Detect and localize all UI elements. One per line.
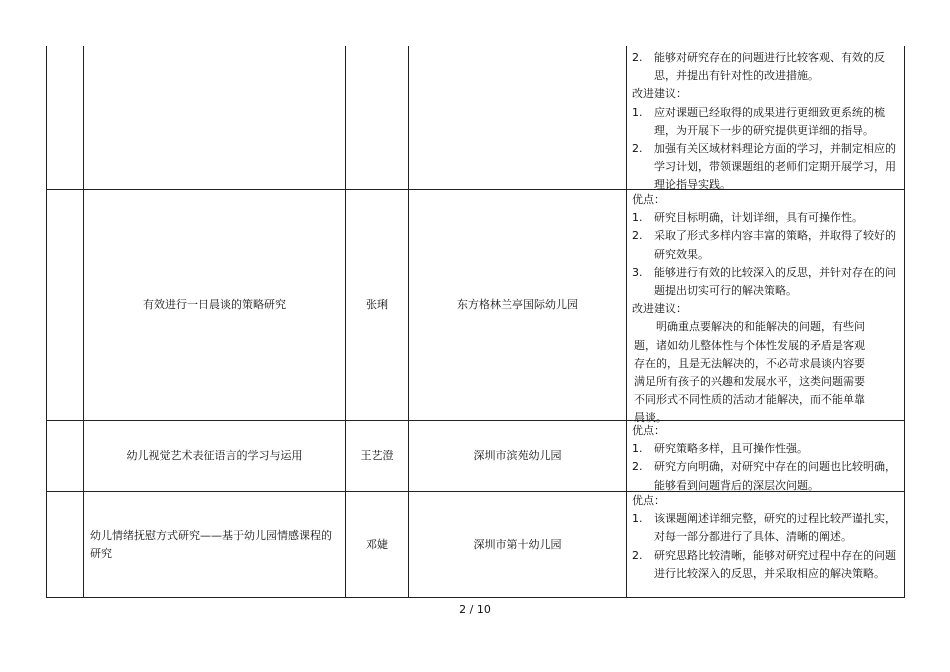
list-item xyxy=(632,440,898,458)
page-number: 2 / 10 xyxy=(459,603,491,616)
item-number: 1. xyxy=(632,211,643,225)
table-col-divider xyxy=(626,46,627,598)
list-item xyxy=(632,209,898,227)
list-item xyxy=(632,140,898,195)
section-header: 优点： xyxy=(632,424,665,437)
evaluation-cell xyxy=(632,422,898,495)
item-text: 研究目标明确，计划详细，具有可操作性。 xyxy=(654,211,863,225)
section-header: 优点： xyxy=(632,494,665,507)
list-item xyxy=(632,510,898,546)
item-text: 应对课题已经取得的成果进行更细致更系统的梳理，为开展下一步的研究提供更详细的指导。 xyxy=(654,105,885,137)
item-text: 研究方向明确，对研究中存在的问题也比较明确，能够看到问题背后的深层次问题。 xyxy=(654,460,896,492)
list-item xyxy=(632,264,898,300)
item-number: 2. xyxy=(632,229,643,243)
item-number: 1. xyxy=(632,105,643,119)
researcher-name: 王艺澄 xyxy=(360,449,394,462)
organization-name: 深圳市第十幼儿园 xyxy=(473,537,562,551)
item-text: 该课题阐述详细完整，研究的过程比较严谨扎实，对每一部分都进行了具体、清晰的阐述。 xyxy=(654,512,896,544)
table-border-left xyxy=(46,46,47,598)
item-number: 2. xyxy=(632,51,643,64)
list-item xyxy=(632,104,898,140)
item-text: 加强有关区域材料理论方面的学习，并制定相应的学习计划，带领课题组的老师们定期开展学习，用理论指导实践。 xyxy=(654,142,896,192)
item-text: 研究策略多样，且可操作性强。 xyxy=(654,442,808,456)
item-number: 3. xyxy=(632,265,643,279)
researcher-name: 邓婕 xyxy=(366,537,388,551)
table-border-right xyxy=(904,46,905,598)
section-header: 改进建议： xyxy=(632,302,687,316)
project-title: 有效进行一日晨谈的策略研究 xyxy=(143,298,286,311)
organization-name: 深圳市滨苑幼儿园 xyxy=(473,449,562,462)
item-number: 1. xyxy=(632,442,643,456)
list-item xyxy=(632,49,898,85)
item-text: 能够对研究存在的问题进行比较客观、有效的反思，并提出有针对性的改进措施。 xyxy=(654,51,885,83)
list-item xyxy=(632,458,898,494)
section-header: 优点： xyxy=(632,193,665,206)
table-border-bottom xyxy=(46,597,905,598)
item-number: 2. xyxy=(632,142,643,156)
item-number: 2. xyxy=(632,548,643,562)
section-header: 改进建议： xyxy=(632,87,687,101)
researcher-name: 张琍 xyxy=(366,298,388,311)
project-title: 幼儿情绪抚慰方式研究——基于幼儿园情感课程的研究 xyxy=(90,528,332,560)
item-text: 研究思路比较清晰，能够对研究过程中存在的问题进行比较深入的反思，并采取相应的解决策略。 xyxy=(654,548,896,580)
list-item xyxy=(632,227,898,263)
organization-name: 东方格林兰亭国际幼儿园 xyxy=(457,298,578,311)
item-number: 2. xyxy=(632,460,643,474)
list-item xyxy=(632,547,898,583)
evaluation-cell xyxy=(632,49,898,195)
item-text: 采取了形式多样内容丰富的策略，并取得了较好的研究效果。 xyxy=(654,229,896,261)
evaluation-cell xyxy=(632,492,898,583)
paragraph-text: 明确重点要解决的和能解决的问题，有些问题，诸如幼儿整体性与个体性发展的矛盾是客观存在的，且是无法解决的，不必苛求晨谈内容要满足所有孩子的兴趣和发展水平，这类问题需要不同形式不同性质的活动才能解决，而不能单靠晨谈。 xyxy=(634,320,865,425)
item-text: 能够进行有效的比较深入的反思，并针对存在的问题提出切实可行的解决策略。 xyxy=(654,265,896,298)
evaluation-cell xyxy=(632,191,898,428)
item-number: 1. xyxy=(632,512,643,526)
project-title: 幼儿视觉艺术表征语言的学习与运用 xyxy=(126,449,303,462)
